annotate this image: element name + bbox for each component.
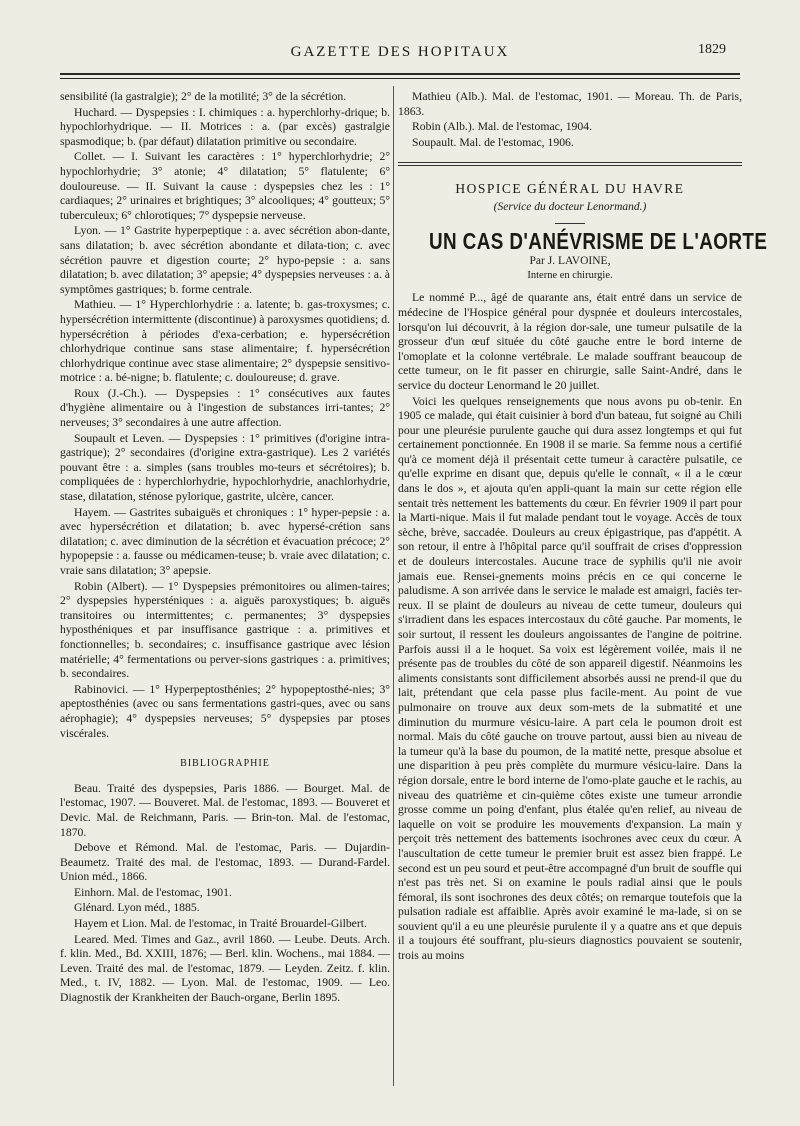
article-title: UN CAS D'ANÉVRISME DE L'AORTE <box>428 227 768 254</box>
bibliography-continued <box>398 90 742 150</box>
bibliography-entry: Beau. Traité des dyspepsies, Paris 1886. — Bourget. Mal. de l'estomac, 1907. — Bouveret. Mal. de l'estomac, 1893. — Bouveret et Devic. Mal. de Reichmann, Paris. — Brin-ton. Mal. de l'estomac, 1870. <box>60 781 390 839</box>
header-rule-thin <box>60 78 740 79</box>
service-subheading: (Service du docteur Lenormand.) <box>493 200 647 213</box>
article-paragraph: Voici les quelques renseignements que nous avons pu ob-tenir. En 1905 ce malade, qui était cuisinier à bord d'un bateau, fut soigné au Chili pour une pleurésie purulente gauche qui dura assez longtemps et qui fut certainement ponctionnée. En 1908 il se marie. Sa femme nous a certifié qu'à ce moment déjà il présentait cette tumeur à caractère pulsatile, ce qu'elle exprime en disant que, depuis qu'elle le connaît, « il a le cœur dans le dos », et ajouta qu'en appli-quant la main sur cette région elle sentait très nettement les battements du cœur. En février 1909 il part pour la Marti-nique. Mais il fut malade pendant tout le voyage. Accès de toux sèche, brève, saccadée. Douleurs au creux épigastrique, pas d'appétit. A son retour, il entre à l'hôpital parce qu'il souffrait de crises d'oppression et de douleurs intercostales. Aucune trace de syphilis qu'il nie avoir jamais eue. Rensei-gnements moins précis en ce qui concerne le paludisme. A son arrivée dans le service le malade est amaigri, faciès ter-reux. Il se plaint de douleurs au niveau de cette tumeur, douleurs qui s'irradient dans les espaces intercostaux du côté gauche. Par moments, le soir surtout, il ressent les douleurs angoissantes de l'angine de poitrine. Parfois aussi il a le hoquet. Sa voix est légèrement voilée, mais il ne présente pas de troubles du côté de son appareil digestif. Néanmoins les aliments consistants sont difficilement absorbés aussi ne prend-il que du lait, prétendant que cela passe plus facile-ment. Au point de vue pulmonaire on trouve aux deux som-mets de la submatité et une diminution du murmure vésicu-laire. A part cela le poumon droit est normal. Mais du côté gauche on trouve partout, aussi bien au niveau de la tumeur qu'à la base du poumon, de la matité nette, presque absolue et une disparition à peu près complète du murmure vésicu-laire. Dans la région dorsale, entre le bord interne de l'omo-plate gauche et le rachis, au niveau des quatrième et cin-quième côtes existe une tumeur arrondie grosse comme un poing d'enfant, plus étalée qu'en relief, au niveau de laquelle on voit se produire les mouvements d'expansion. La main y perçoit très nettement des battements isochrones avec ceux du cœur. A l'auscultation de cette tumeur le premier bruit est assez bien frappé. Le second est un peu sourd et peut-être accompagné d'un bruit de souffle qui n'est pas très net. Si on examine le pouls radial ainsi que le pouls fémoral, ils sont isochrones des deux côtés; on remarque toutefois que la pulsation radiale est affaiblie. Après avoir examiné le ma-lade, si on se souvient qu'il a eu une pleurésie purulente il y a quatre ans et que depuis il a toujours été souffrant, plu-sieurs diagnostics pouvaient se soutenir, trois au moins <box>398 394 742 963</box>
article-paragraph: Le nommé P..., âgé de quarante ans, était entré dans un service de médecine de l'Hospice général pour dyspnée et douleurs intercostales, lorsqu'on lui découvrit, à la région dor-sale, une tumeur pulsatile de la grosseur d'un œuf située du côté gauche entre le bord interne de l'omoplate et la colonne vertébrale. Le malade souffrant beaucoup de cette tumeur, on le fit passer en chirurgie, salle Saint-André, dans le service du docteur Lenormand le 20 juillet. <box>398 291 742 392</box>
left-paragraph: Roux (J.-Ch.). — Dyspepsies : 1° consécutives aux fautes d'hygiène alimentaire ou à l'ingestion de substances irri-tantes; 2° nerveuses; 3° secondaires à une autre affection. <box>60 386 390 430</box>
header-rule-thick <box>60 73 740 75</box>
author-affiliation: Interne en chirurgie. <box>527 269 613 281</box>
hospital-heading: HOSPICE GÉNÉRAL DU HAVRE <box>455 181 685 197</box>
bibliography-entry: Soupault. Mal. de l'estomac, 1906. <box>412 135 574 149</box>
bibliography-entry: Hayem et Lion. Mal. de l'estomac, in Traité Brouardel-Gilbert. <box>74 917 367 931</box>
article-author: Par J. LAVOINE, <box>529 255 611 268</box>
bibliography-entry: Glénard. Lyon méd., 1885. <box>74 901 200 915</box>
page-number: 1829 <box>698 42 726 57</box>
bibliography-entry: Einhorn. Mal. de l'estomac, 1901. <box>74 885 232 899</box>
left-paragraph: Lyon. — 1° Gastrite hyperpeptique : a. avec sécrétion abon-dante, sans dilatation; b. avec sécrétion abondante et dilata-tion; c. avec sécrétion pauvre et digestion courte; 2° hypo-pepsie : a. sans dilatation; b. avec dilatation; 3° apepsie; 4° dyspepsies nerveuses : a. à symptômes gastriques; b. forme centrale. <box>60 224 390 296</box>
right-column <box>398 90 768 965</box>
section-double-rule <box>398 162 742 166</box>
bibliography-entry: Debove et Rémond. Mal. de l'estomac, Paris. — Dujardin-Beaumetz. Traité des mal. de l'estomac, 1893. — Durand-Fardel. Union méd., 1866. <box>60 841 390 884</box>
left-paragraph: Soupault et Leven. — Dyspepsies : 1° primitives (d'origine intra-gastrique); 2° secondaires (d'origine extra-gastrique). Les 2 variétés pouvant être : a. simples (sans troubles mo-teurs et sécrétoires); b. compliquées de : hyperchlorhydrie, hypochlorhydrie, anachlorhydrie, stase, dilatation, sténose pylorique, gastrite, ulcère, cancer. <box>60 431 390 504</box>
left-column <box>60 90 390 1007</box>
left-paragraph: Mathieu. — 1° Hyperchlorhydrie : a. latente; b. gas-troxysmes; c. hypersécrétion intermittente (discontinue) à paroxysmes quotidiens; d. hypersécrétion à périodes d'exa-cerbation; e. hypersécrétion chlorhydrique continue sans stase alimentaire; f. hypersécrétion chlorhydrique continue avec stase alimentaire; 2° dyspepsie sensitivo-motrice : a. bé-nigne; b. flatulente; c. douloureuse; d. grave. <box>60 298 390 385</box>
column-divider <box>393 86 394 1086</box>
left-paragraph: Hayem. — Gastrites subaiguës et chroniques : 1° hyper-pepsie : a. avec hypersécrétion et dilatation; b. avec hypersé-crétion sans dilatation; c. avec diminution de la sécrétion et évacuation précoce; 2° hypopepsie : a. fausse ou médicamen-teuse; b. vraie avec dilatation; c. vraie sans dilatation; 3° apepsie. <box>60 505 390 577</box>
left-paragraph: Robin (Albert). — 1° Dyspepsies prémonitoires ou alimen-taires; 2° dyspepsies hypersténiques : a. aiguës paroxystiques; b. aiguës transitoires ou intermittentes; c. permanentes; 3° dyspepsies hyposthéniques et par insuffisance gastrique : a. primitives et fonctionnelles; b. secondaires; c. insuffisance gastrique avec lésion matérielle; 4° fermentations ou perver-sions gastriques : a. primitives; b. secondaires. <box>60 579 390 681</box>
page-header <box>60 42 740 72</box>
left-paragraph: Collet. — I. Suivant les caractères : 1° hyperchlorhydrie; 2° hypochlorhydrie; 3° atonie; 4° dilatation; 5° flatulente; 6° douloureuse. — II. Suivant la cause : dyspepsies chez les : 1° cardiaques; 2° urinaires et brightiques; 3° alcooliques; 4° goutteux; 5° tuberculeux; 6° chlorotiques; 7° dyspepsie nerveuse. <box>60 150 390 222</box>
bibliography-entry: Leared. Med. Times and Gaz., avril 1860. — Leube. Deuts. Arch. f. klin. Med., Bd. XXIII, 1876; — Berl. klin. Wochens., mai 1884. — Leven. Traité des mal. de l'estomac, 1879. — Leyden. Zeitz. f. klin. Med., t. IV, 1882. — Lyon. Mal. de l'estomac, 1909. — Leo. Diagnostik der Krankheiten der Bauch-organe, Berlin 1895. <box>60 932 390 1005</box>
left-paragraph: Huchard. — Dyspepsies : I. chimiques : a. hyperchlorhy-drique; b. hypochlorhydrique. — II. Motrices : a. (par excès) gastralgie spasmodique; b. (par défaut) dilatation primitive ou secondaire. <box>60 105 390 148</box>
bibliography-entry: Mathieu (Alb.). Mal. de l'estomac, 1901. — Moreau. Th. de Paris, 1863. <box>398 90 742 118</box>
left-paragraph: sensibilité (la gastralgie); 2° de la motilité; 3° de la sécrétion. <box>60 90 347 103</box>
bibliography-entry: Robin (Alb.). Mal. de l'estomac, 1904. <box>412 120 592 134</box>
short-divider <box>555 223 585 224</box>
bibliography-heading: BIBLIOGRAPHIE <box>180 758 270 770</box>
masthead: GAZETTE DES HOPITAUX <box>290 44 510 60</box>
bibliography-list <box>60 782 390 1006</box>
left-paragraph: Rabinovici. — 1° Hyperpeptosthénies; 2° hypopeptosthé-nies; 3° apeptosthénies (avec ou sans fermentations gastri-ques, avec ou sans aérophagie); 4° dyspepsies nerveuses; 5° dyspepsies par ptoses viscérales. <box>60 682 390 740</box>
